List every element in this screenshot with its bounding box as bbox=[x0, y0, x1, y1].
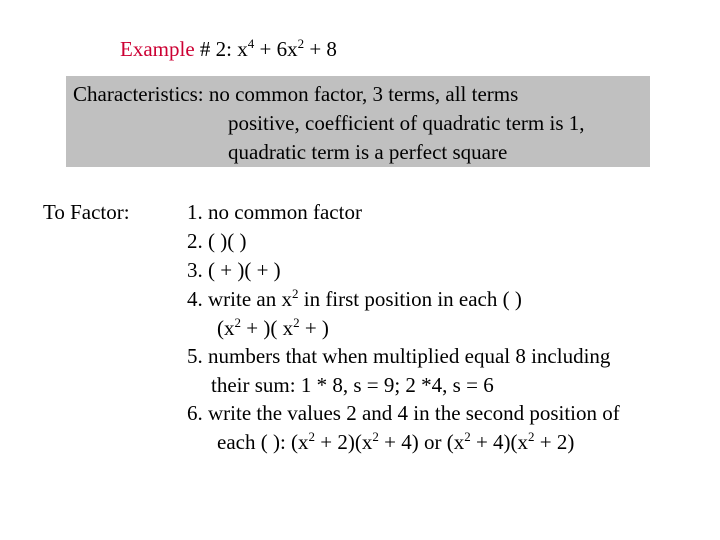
step-6-line-2 bbox=[217, 428, 574, 456]
step-6-text-e: + 2) bbox=[534, 430, 575, 454]
step-6-exponent-4: 2 bbox=[528, 429, 535, 444]
step-1: 1. no common factor bbox=[187, 200, 362, 224]
step-4-example-a: (x bbox=[217, 316, 235, 340]
step-4-text-a: 4. write an x bbox=[187, 287, 292, 311]
step-6-text-c: + 4) or (x bbox=[378, 430, 465, 454]
step-6-line-1: 6. write the values 2 and 4 in the second position of bbox=[187, 401, 620, 425]
step-5-line-1: 5. numbers that when multiplied equal 8 including bbox=[187, 344, 611, 368]
step-6-text-d: + 4)(x bbox=[470, 430, 529, 454]
step-6-exponent-1: 2 bbox=[308, 429, 316, 444]
step-4-example-exponent-1: 2 bbox=[234, 315, 241, 330]
step-4-text-b: in first position in each ( ) bbox=[298, 287, 522, 311]
step-4-exponent: 2 bbox=[291, 286, 299, 301]
step-4 bbox=[187, 285, 522, 313]
step-3: 3. ( + )( + ) bbox=[187, 258, 281, 282]
step-4-example-b: + )( x bbox=[241, 316, 294, 340]
step-6-exponent-2: 2 bbox=[372, 429, 379, 444]
example-label: Example bbox=[120, 37, 195, 61]
step-4-example-c: + ) bbox=[299, 316, 329, 340]
example-constant-term: + 8 bbox=[304, 37, 337, 61]
example-exponent-2: 2 bbox=[297, 36, 305, 51]
example-title bbox=[120, 36, 337, 62]
step-6-text-a: each ( ): (x bbox=[217, 430, 309, 454]
example-middle-term: + 6x bbox=[254, 37, 298, 61]
characteristics-line-2: positive, coefficient of quadratic term is 1, bbox=[228, 111, 585, 135]
to-factor-label: To Factor: bbox=[43, 200, 130, 224]
characteristics-line-3: quadratic term is a perfect square bbox=[228, 140, 508, 164]
step-6-exponent-3: 2 bbox=[464, 429, 471, 444]
characteristics-box bbox=[66, 76, 650, 167]
example-exponent-4: 4 bbox=[247, 36, 255, 51]
step-2: 2. ( )( ) bbox=[187, 229, 247, 253]
step-4-example-exponent-2: 2 bbox=[293, 315, 300, 330]
step-5-line-2: their sum: 1 * 8, s = 9; 2 *4, s = 6 bbox=[211, 373, 494, 397]
example-number-text: # 2: x bbox=[194, 37, 248, 61]
step-4-example bbox=[217, 314, 329, 342]
step-6-text-b: + 2)(x bbox=[315, 430, 373, 454]
characteristics-line-1: Characteristics: no common factor, 3 terms, all terms bbox=[73, 82, 519, 106]
